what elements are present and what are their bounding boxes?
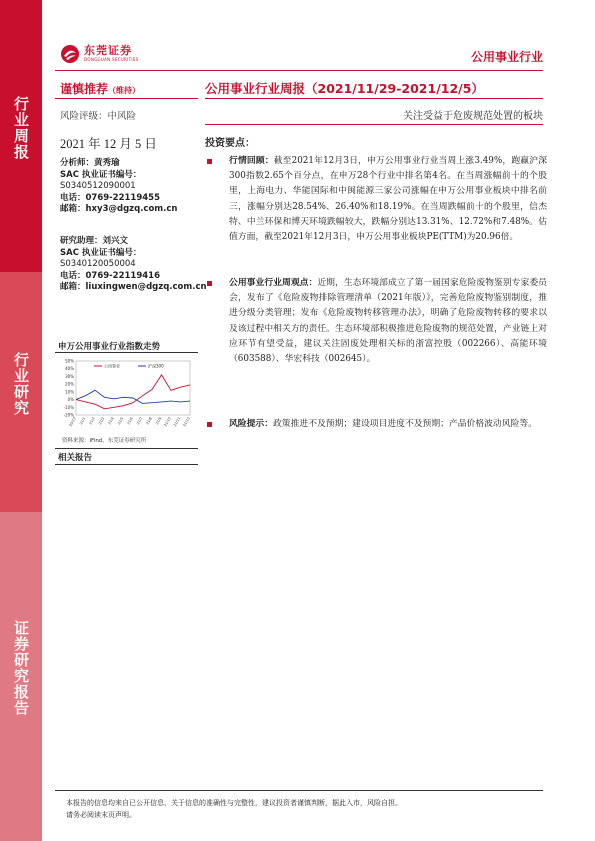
x-tick-label: 21/7 <box>135 416 144 426</box>
x-tick-label: 21/12 <box>182 416 191 428</box>
plot-frame <box>76 361 190 415</box>
assistant-cert-label: SAC 执业证书编号： <box>60 247 142 258</box>
rating-note: （维持） <box>108 86 141 95</box>
chart-title: 申万公用事业行业指数走势 <box>58 342 161 352</box>
disclaimer-read-notice: 请务必阅读末页声明。 <box>66 811 136 819</box>
analyst-email: 邮箱：hxy3@dgzq.com.cn <box>60 204 178 214</box>
title-divider <box>205 98 543 99</box>
x-tick-label: 21/2 <box>88 416 96 426</box>
rating-value: 谨慎推荐 <box>60 82 109 96</box>
logo-mark-icon <box>60 44 80 64</box>
y-tick-label: -10% <box>63 404 74 410</box>
bullet-text: 近期，生态环境部成立了第一届国家危险废物鉴别专家委员会，发布了《危险废物排除管理清单（2021年版）》，完善危险废物鉴别制度，推进分级分类管理；发布《危险废物转移管理办法》，明确了危险废物转移的要求以及该过程中相关方的责任。生态环境部积极推进危险废物的规范处置，产业链上对应环节有望受益，建议关注固废处理相关标的浙富控股（002266）、高能环境（603588）、华宏科技（002645）。 <box>229 278 547 365</box>
bullet-weekly-view <box>207 276 547 367</box>
subtitle-divider <box>205 124 543 125</box>
analyst-cert-number: S0340512090001 <box>60 181 136 191</box>
side-section-industry <box>0 272 42 512</box>
company-logo <box>60 44 138 64</box>
investment-highlights-heading: 投资要点： <box>205 138 255 149</box>
assistant-name: 研究助理：刘兴文 <box>60 236 129 246</box>
bullet-square-icon <box>207 422 212 427</box>
x-tick-label: 21/10 <box>163 416 172 428</box>
y-tick-label: 30% <box>65 373 74 379</box>
side-label-weekly: 行业周报 <box>12 96 30 160</box>
chart-bottom-divider <box>55 448 198 449</box>
report-title: 公用事业行业周报（2021/11/29-2021/12/5） <box>205 81 484 96</box>
footer-divider <box>55 790 543 791</box>
y-tick-label: 10% <box>65 389 74 395</box>
y-tick-label: 50% <box>65 358 74 364</box>
bullet-text: 截至2021年12月3日，申万公用事业行业当周上涨3.49%，跑赢沪深300指数2.65个百分点，在申万28个行业中排名第4名。在当周涨幅前十的个股里，上海电力、华能国际和中闽能源三家公司涨幅在申万公用事业板块中排名前三，涨幅分别达28.54%、26.40%和18.19%。在当周跌幅前十的个股里，信杰特、中兰环保和博天环境跌幅较大，跌幅分别达13.31%、12.72%和7.48%。估值方面，截至2021年12月3日，申万公用事业板块PE(TTM)为20.96倍。 <box>229 156 547 243</box>
report-date: 2021 年 12 月 5 日 <box>60 137 157 151</box>
assistant-phone: 电话：0769-22119416 <box>60 270 160 281</box>
analyst-phone: 电话：0769-22119455 <box>60 192 160 203</box>
legend-label: 沪深300 <box>148 363 164 369</box>
side-section-report <box>0 512 42 841</box>
rating <box>60 80 140 97</box>
x-tick-label: 21/8 <box>145 416 153 426</box>
bullet-text: 政策推进不及预期；建设项目进度不及预期；产品价格波动风险等。 <box>273 419 537 429</box>
logo-english-name: DONGGUAN SECURITIES <box>84 57 139 62</box>
analyst-name: 分析师：黄秀瑜 <box>60 158 120 168</box>
y-tick-label: -20% <box>63 412 74 418</box>
side-banner <box>0 0 42 841</box>
bullet-square-icon <box>207 159 212 164</box>
disclaimer-text: 本报告的信息均来自已公开信息，关于信息的准确性与完整性，建议投资者谨慎判断，据此入市，风险自担。 <box>66 799 402 807</box>
bullet-head: 公用事业行业周观点： <box>229 278 318 288</box>
x-tick-label: 21/11 <box>172 416 182 428</box>
related-reports-heading: 相关报告 <box>58 453 93 463</box>
bullet-head: 行情回顾： <box>229 156 274 166</box>
risk-level: 风险评级：中风险 <box>60 111 137 122</box>
x-tick-label: 21/3 <box>97 416 106 426</box>
y-tick-label: 0% <box>67 397 74 403</box>
x-tick-label: 21/1 <box>78 416 87 426</box>
x-tick-label: 21/5 <box>116 416 125 426</box>
chart-top-divider <box>55 352 198 353</box>
disclaimer <box>66 797 536 821</box>
series-line-2 <box>76 390 190 403</box>
bullet-square-icon <box>207 281 212 286</box>
logo-chinese-name: 东莞证券 <box>84 44 132 57</box>
legend-label: 公用事业 <box>104 363 120 369</box>
y-tick-label: 40% <box>65 366 74 372</box>
y-tick-label: 20% <box>65 381 74 387</box>
x-tick-label: 21/4 <box>107 416 115 426</box>
rating-divider <box>55 98 198 99</box>
side-section-weekly <box>0 0 42 272</box>
chart-svg <box>56 355 196 435</box>
side-label-report: 证券研究报告 <box>12 620 30 716</box>
bullet-head: 风险提示： <box>229 419 273 429</box>
chart-source: 资料来源：iFind，东莞证券研究所 <box>62 438 147 444</box>
x-tick-label: 21/6 <box>126 416 134 426</box>
assistant-email: 邮箱：liuxingwen@dgzq.com.cn <box>60 282 207 292</box>
x-tick-label: 21/9 <box>154 416 163 426</box>
assistant-cert-number: S0340120050004 <box>60 259 136 269</box>
bullet-market-review <box>207 154 547 245</box>
analyst-info <box>60 158 177 216</box>
related-divider <box>55 464 198 465</box>
bullet-risk-warning <box>207 417 547 432</box>
report-subtitle: 关注受益于危废规范处置的板块 <box>403 111 543 122</box>
industry-header: 公用事业行业 <box>470 50 543 64</box>
header-divider <box>55 70 543 71</box>
x-tick-label: 20/12 <box>68 416 77 428</box>
analyst-cert-label: SAC 执业证书编号： <box>60 169 142 180</box>
assistant-info <box>60 236 207 294</box>
side-label-industry: 行业研究 <box>12 352 30 416</box>
